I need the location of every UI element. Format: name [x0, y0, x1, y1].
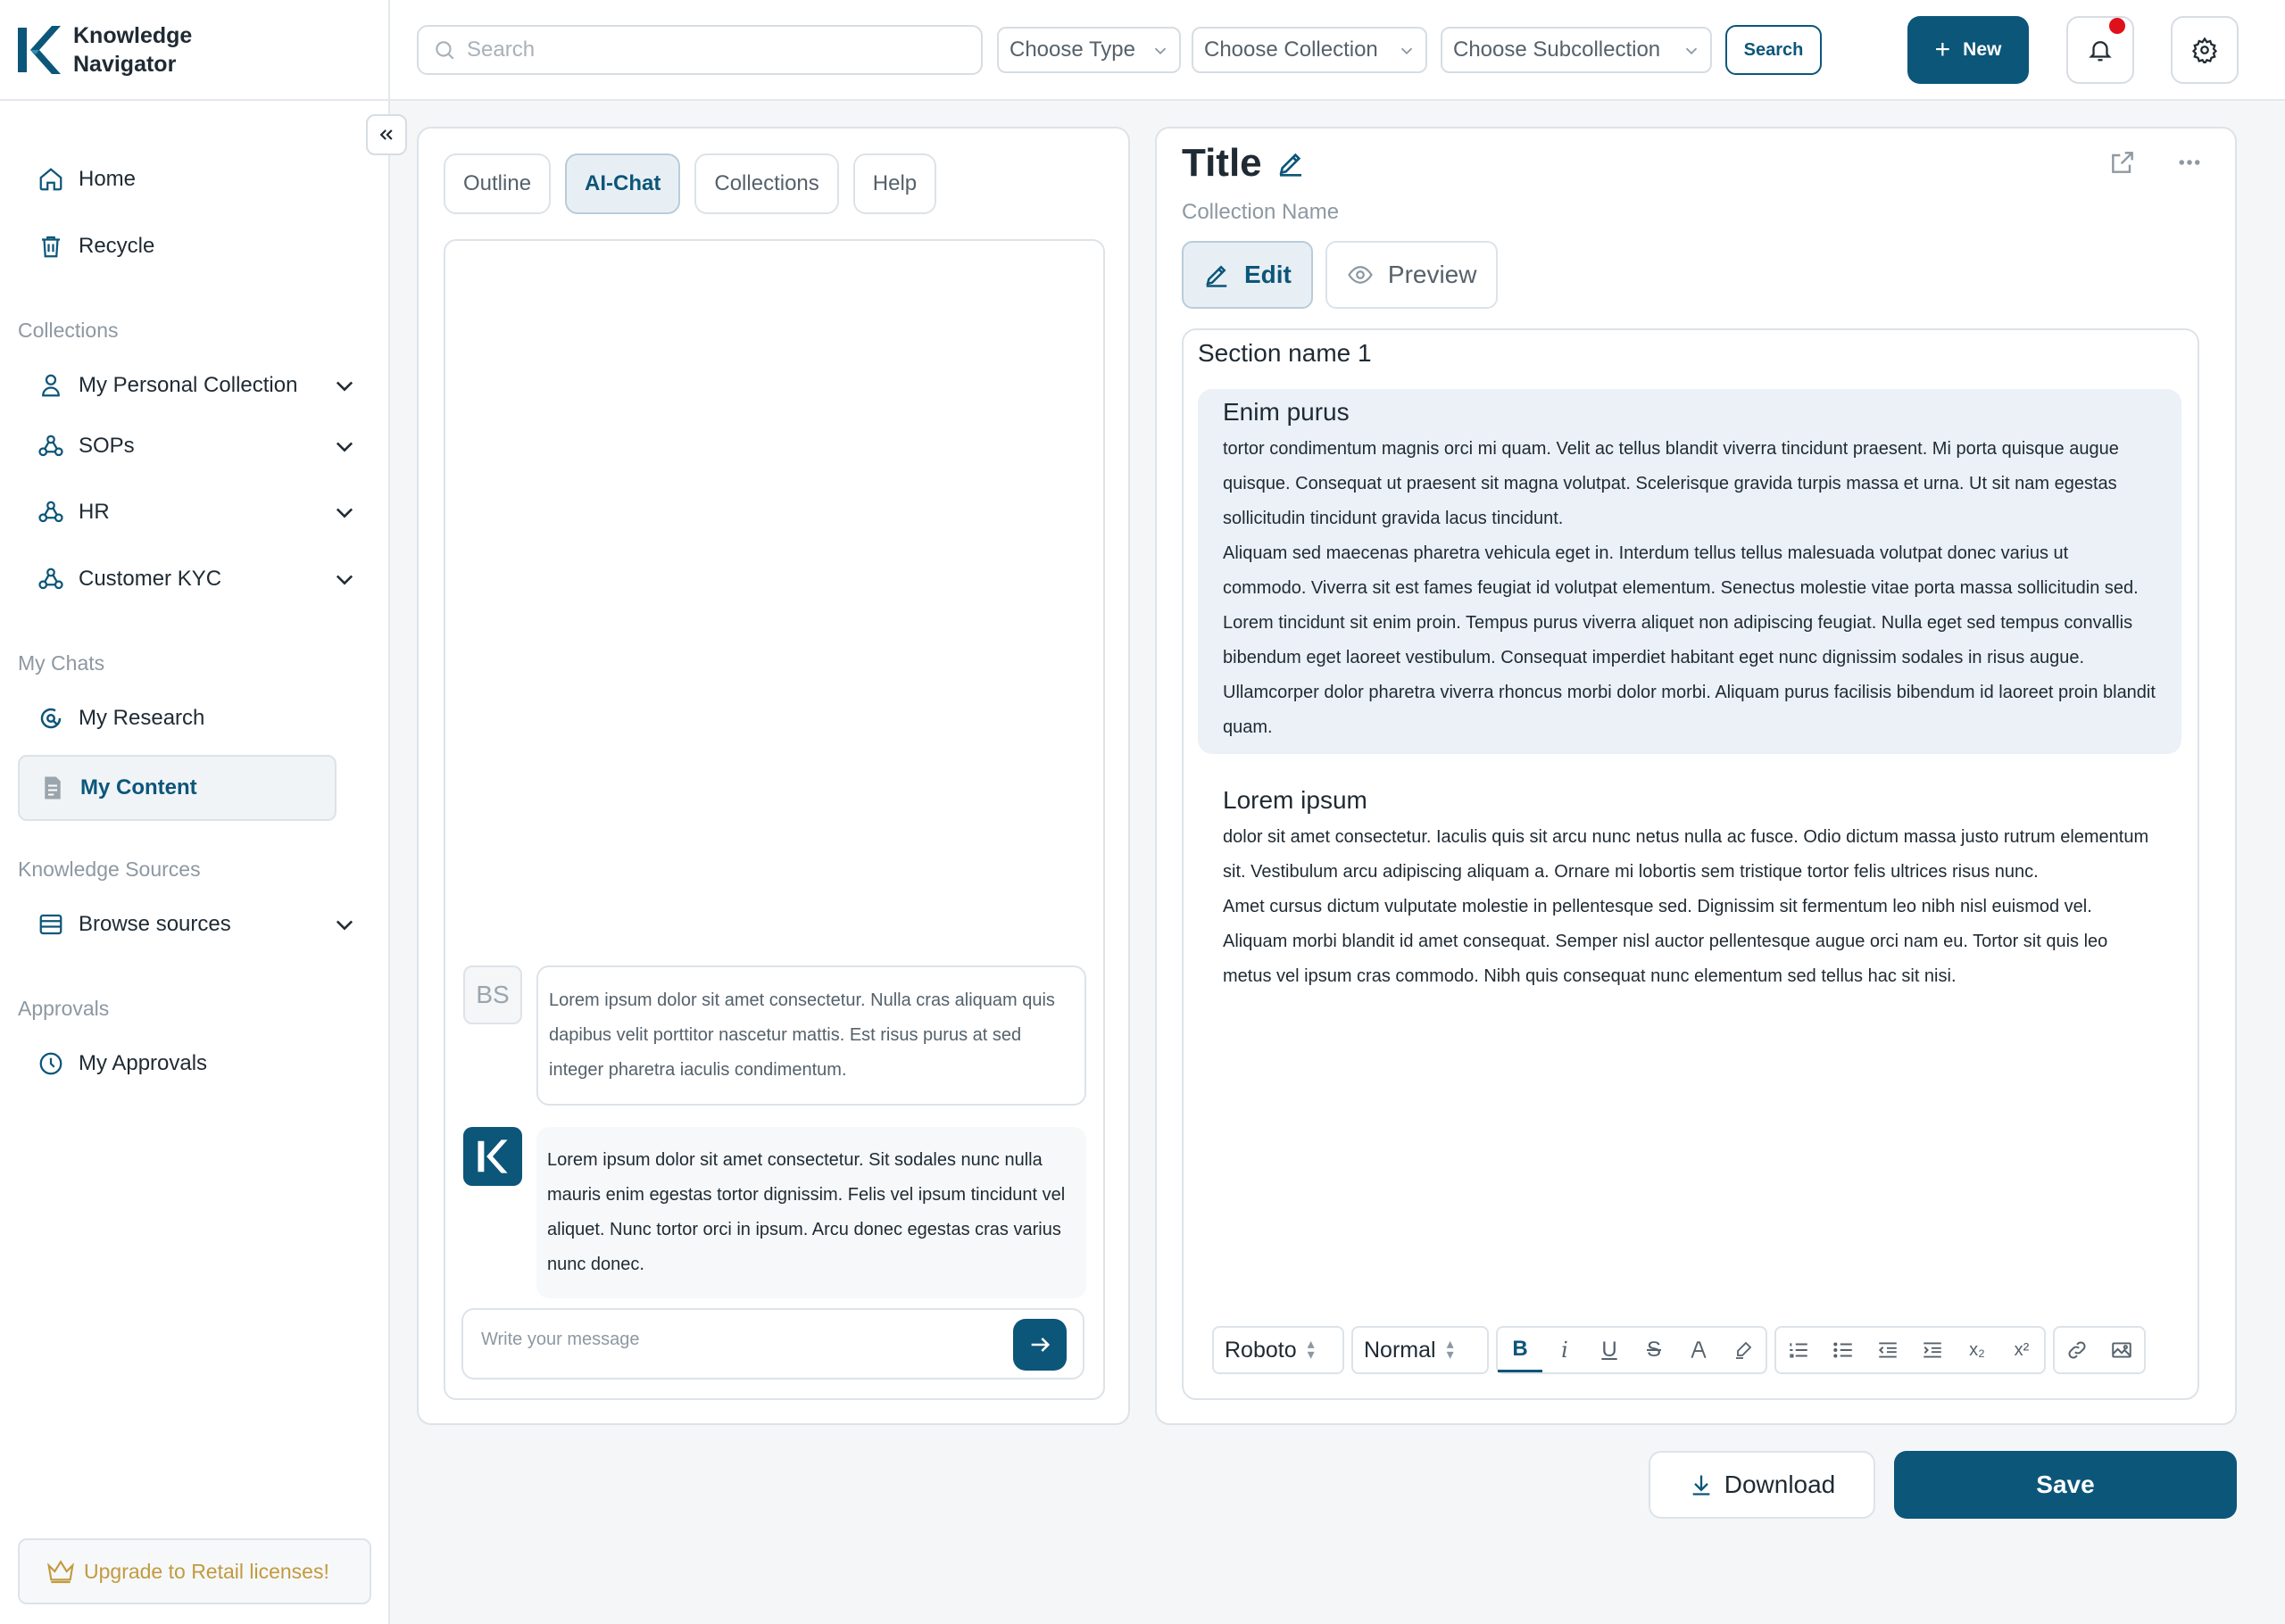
updown-icon: ▴ ▾ [1446, 1337, 1454, 1363]
collection-icon [36, 497, 66, 527]
sidebar-item-hr[interactable] [18, 485, 357, 539]
notification-badge [2109, 18, 2125, 34]
new-button-label: New [1963, 39, 2002, 60]
sidebar-item-label: My Approvals [79, 1051, 208, 1075]
user-message [463, 965, 1086, 1106]
content-block[interactable] [1198, 777, 2181, 1003]
notifications-button[interactable] [2066, 16, 2134, 84]
download-icon [1689, 1472, 1714, 1497]
crown-icon [46, 1558, 75, 1585]
chevron-down-icon[interactable] [332, 434, 357, 459]
sidebar-item-customer-kyc[interactable] [18, 552, 357, 606]
chevron-down-icon[interactable] [332, 912, 357, 937]
sidebar-item-label: Home [79, 167, 137, 191]
block-heading: Enim purus [1223, 398, 1350, 426]
select-value: Choose Collection [1204, 37, 1378, 62]
assistant-avatar [463, 1127, 522, 1186]
content-block[interactable] [1198, 389, 2181, 754]
pencil-icon [1203, 261, 1230, 288]
trash-icon [36, 231, 66, 261]
section-approvals: Approvals [18, 997, 110, 1020]
brand[interactable] [0, 0, 390, 101]
chevron-down-icon [1682, 41, 1701, 61]
collection-name: Collection Name [1182, 200, 1340, 224]
upgrade-button[interactable] [18, 1538, 371, 1604]
double-chevron-left-icon [378, 126, 395, 144]
block-paragraph: tortor condimentum magnis orci mi quam. Velit ac tellus blandit viverra tincidunt praesent. Mi porta quisque augue quisque. Consequat ut praesent sit magna volutpat. Scelerisque gravida turpis massa et urna. Ut sit nam egestas sollicitudin tincidunt gravida lacus tincidunt. [1223, 439, 2119, 528]
knowledge-navigator-logo [478, 1139, 508, 1174]
list-group [1774, 1326, 2046, 1374]
mode-tabs [1182, 241, 1498, 309]
chevron-down-icon [1397, 41, 1417, 61]
document-icon [37, 773, 68, 803]
sidebar-item-label: My Personal Collection [79, 373, 298, 397]
block-paragraph: dolor sit amet consectetur. Iaculis quis sit arcu nunc netus nulla ac fusce. Odio dictum massa justo rutrum elementum sit. Vestibulum arcu adipiscing aliquam a. Ornare mi lobortis sem tristique tortor felis ultrices risus nunc. [1223, 827, 2149, 882]
insert-image-button[interactable] [2099, 1328, 2144, 1372]
top-bar [390, 0, 2285, 101]
style-value: Normal [1364, 1337, 1436, 1363]
outdent-button[interactable] [1865, 1328, 1910, 1372]
search-input[interactable] [467, 37, 967, 62]
title-text: Title [1182, 141, 1262, 185]
bell-icon [2087, 37, 2114, 63]
chevron-down-icon[interactable] [332, 373, 357, 398]
chat-messages[interactable] [444, 239, 1105, 1400]
sidebar [0, 0, 390, 1624]
sidebar-item-my-research[interactable] [18, 692, 357, 745]
indent-button[interactable] [1910, 1328, 1955, 1372]
ordered-list-icon [1787, 1338, 1810, 1362]
user-icon [36, 370, 66, 401]
new-button[interactable] [1907, 16, 2029, 84]
collection-icon [36, 431, 66, 461]
highlighter-icon [1732, 1339, 1754, 1361]
underline-button[interactable]: U [1601, 1338, 1617, 1362]
tab-outline[interactable]: Outline [444, 153, 551, 214]
updown-icon: ▴ ▾ [1307, 1337, 1315, 1363]
pencil-icon[interactable] [1276, 149, 1305, 178]
clock-icon [36, 1048, 66, 1079]
sidebar-item-label: My Content [80, 775, 197, 800]
knowledge-navigator-logo [18, 24, 61, 76]
chat-panel-tabs [444, 153, 936, 214]
chevron-down-icon[interactable] [332, 567, 357, 592]
collection-icon [36, 564, 66, 594]
tab-help[interactable]: Help [853, 153, 936, 214]
sidebar-item-my-content[interactable] [18, 755, 337, 821]
message-composer[interactable] [461, 1308, 1084, 1380]
select-value: Choose Subcollection [1453, 37, 1661, 62]
assistant-message [463, 1127, 1086, 1298]
tab-label: Preview [1387, 261, 1477, 288]
sidebar-item-label: SOPs [79, 434, 135, 458]
eye-icon [1347, 261, 1374, 288]
section-my-chats: My Chats [18, 651, 105, 675]
tab-collections[interactable]: Collections [694, 153, 838, 214]
section-name: Section name 1 [1198, 339, 1372, 367]
message-text: Lorem ipsum dolor sit amet consectetur. Nulla cras aliquam quis dapibus velit porttitor nascetur mattis. Est risus purus at sed integer pharetra iaculis condimentum. [536, 965, 1086, 1106]
chevron-down-icon[interactable] [332, 500, 357, 525]
document-actions [2108, 148, 2203, 177]
link-button[interactable] [2055, 1328, 2099, 1372]
upgrade-label: Upgrade to Retail licenses! [84, 1559, 329, 1583]
sidebar-item-browse-sources[interactable] [18, 898, 357, 951]
outdent-icon [1876, 1338, 1899, 1362]
highlight-button[interactable] [1721, 1328, 1766, 1372]
bullet-list-icon [1832, 1338, 1855, 1362]
tab-label: Edit [1244, 261, 1292, 288]
block-paragraph: Aliquam sed maecenas pharetra vehicula eget in. Interdum tellus tellus malesuada volutpat donec varius ut commodo. Viverra sit est fames feugiat id volutpat elementum. Senectus molestie vitae porta massa sollicitudin sed. Lorem tincidunt sit enim proin. Tempus purus viverra aliquet non adipiscing feugiat. Nulla eget sed tempus convallis bibendum eget laoreet vestibulum. Consequat imperdiet habitant eget nunc dignissim sodales in risus augue. Ullamcorper dolor pharetra viverra rhoncus morbi dolor morbi. Aliquam purus facilisis bibendum id laoreet proin blandit quam. [1223, 543, 2156, 737]
font-family-select[interactable] [1212, 1326, 1344, 1374]
text-style-select[interactable] [1351, 1326, 1489, 1374]
ordered-list-button[interactable] [1776, 1328, 1821, 1372]
font-value: Roboto [1225, 1337, 1297, 1363]
download-button[interactable] [1649, 1451, 1875, 1519]
gear-icon [2191, 37, 2218, 63]
italic-button[interactable]: i [1561, 1338, 1568, 1363]
home-icon [36, 164, 66, 195]
sidebar-item-label: Customer KYC [79, 567, 222, 591]
strikethrough-button[interactable]: S [1646, 1338, 1661, 1362]
choose-type-select[interactable] [997, 27, 1181, 73]
sidebar-item-label: Browse sources [79, 912, 231, 936]
more-options-icon[interactable] [2176, 149, 2203, 176]
text-color-button[interactable] [1676, 1328, 1721, 1372]
block-paragraph: Amet cursus dictum vulputate molestie in pellentesque sed. Dignissim sit fermentum leo nibh nisl euismod vel. Aliquam morbi blandit id amet consequat. Semper nisl auctor pellentesque augue orci nam eu. Tortor sit quis leo metus vel ipsum cras commodo. Nibh quis consequat nunc elementum sed tellus hac sit nisi. [1223, 897, 2108, 986]
insert-group [2053, 1326, 2146, 1374]
tab-edit[interactable] [1182, 241, 1313, 309]
sidebar-item-my-approvals[interactable] [18, 1037, 357, 1090]
avatar: BS [463, 965, 522, 1024]
message-input[interactable] [481, 1330, 999, 1350]
block-heading: Lorem ipsum [1223, 786, 1367, 814]
superscript-button[interactable]: x² [2014, 1339, 2030, 1360]
search-field[interactable] [417, 25, 983, 75]
text-color-icon [1687, 1338, 1710, 1362]
sidebar-item-label: Recycle [79, 234, 155, 258]
indent-icon [1921, 1338, 1944, 1362]
tab-ai-chat[interactable]: AI-Chat [565, 153, 680, 214]
choose-subcollection-select[interactable] [1441, 27, 1712, 73]
link-icon [2065, 1338, 2089, 1362]
tab-preview[interactable] [1325, 241, 1499, 309]
settings-button[interactable] [2171, 16, 2239, 84]
collapse-sidebar-button[interactable] [366, 114, 407, 155]
sidebar-item-sops[interactable] [18, 419, 357, 473]
document-title [1182, 141, 1305, 186]
brand-name: Knowledge Navigator [73, 22, 193, 77]
external-link-icon[interactable] [2108, 148, 2137, 177]
chevron-down-icon [1151, 41, 1170, 61]
sidebar-item-label: HR [79, 500, 110, 524]
section-knowledge-sources: Knowledge Sources [18, 858, 201, 881]
research-icon [36, 703, 66, 733]
editor-panel [1155, 127, 2237, 1425]
send-button[interactable] [1013, 1319, 1067, 1371]
image-icon [2110, 1338, 2133, 1362]
subscript-button[interactable]: x₂ [1969, 1339, 1985, 1360]
database-icon [36, 909, 66, 940]
section-collections: Collections [18, 319, 119, 342]
sidebar-item-home[interactable] [18, 153, 357, 206]
arrow-right-icon [1027, 1332, 1052, 1357]
formatting-toolbar [1212, 1326, 2146, 1374]
text-format-group [1496, 1326, 1767, 1374]
select-value: Choose Type [1010, 37, 1135, 62]
download-label: Download [1724, 1471, 1836, 1498]
search-button[interactable]: Search [1725, 25, 1822, 75]
rich-text-editor[interactable] [1182, 328, 2199, 1400]
bullet-list-button[interactable] [1821, 1328, 1865, 1372]
choose-collection-select[interactable] [1192, 27, 1427, 73]
sidebar-item-recycle[interactable] [18, 220, 357, 273]
sidebar-item-label: My Research [79, 706, 205, 730]
chat-panel [417, 127, 1130, 1425]
save-button[interactable]: Save [1894, 1451, 2237, 1519]
bold-button[interactable]: B [1498, 1328, 1542, 1372]
plus-icon: + [1934, 35, 1951, 64]
message-text: Lorem ipsum dolor sit amet consectetur. Sit sodales nunc nulla mauris enim egestas tortor dignissim. Felis vel ipsum tincidunt vel aliquet. Nunc tortor orci in ipsum. Arcu donec egestas cras varius nunc donec. [536, 1127, 1086, 1298]
sidebar-item-my-personal-collection[interactable] [18, 359, 357, 412]
search-icon [433, 38, 456, 62]
